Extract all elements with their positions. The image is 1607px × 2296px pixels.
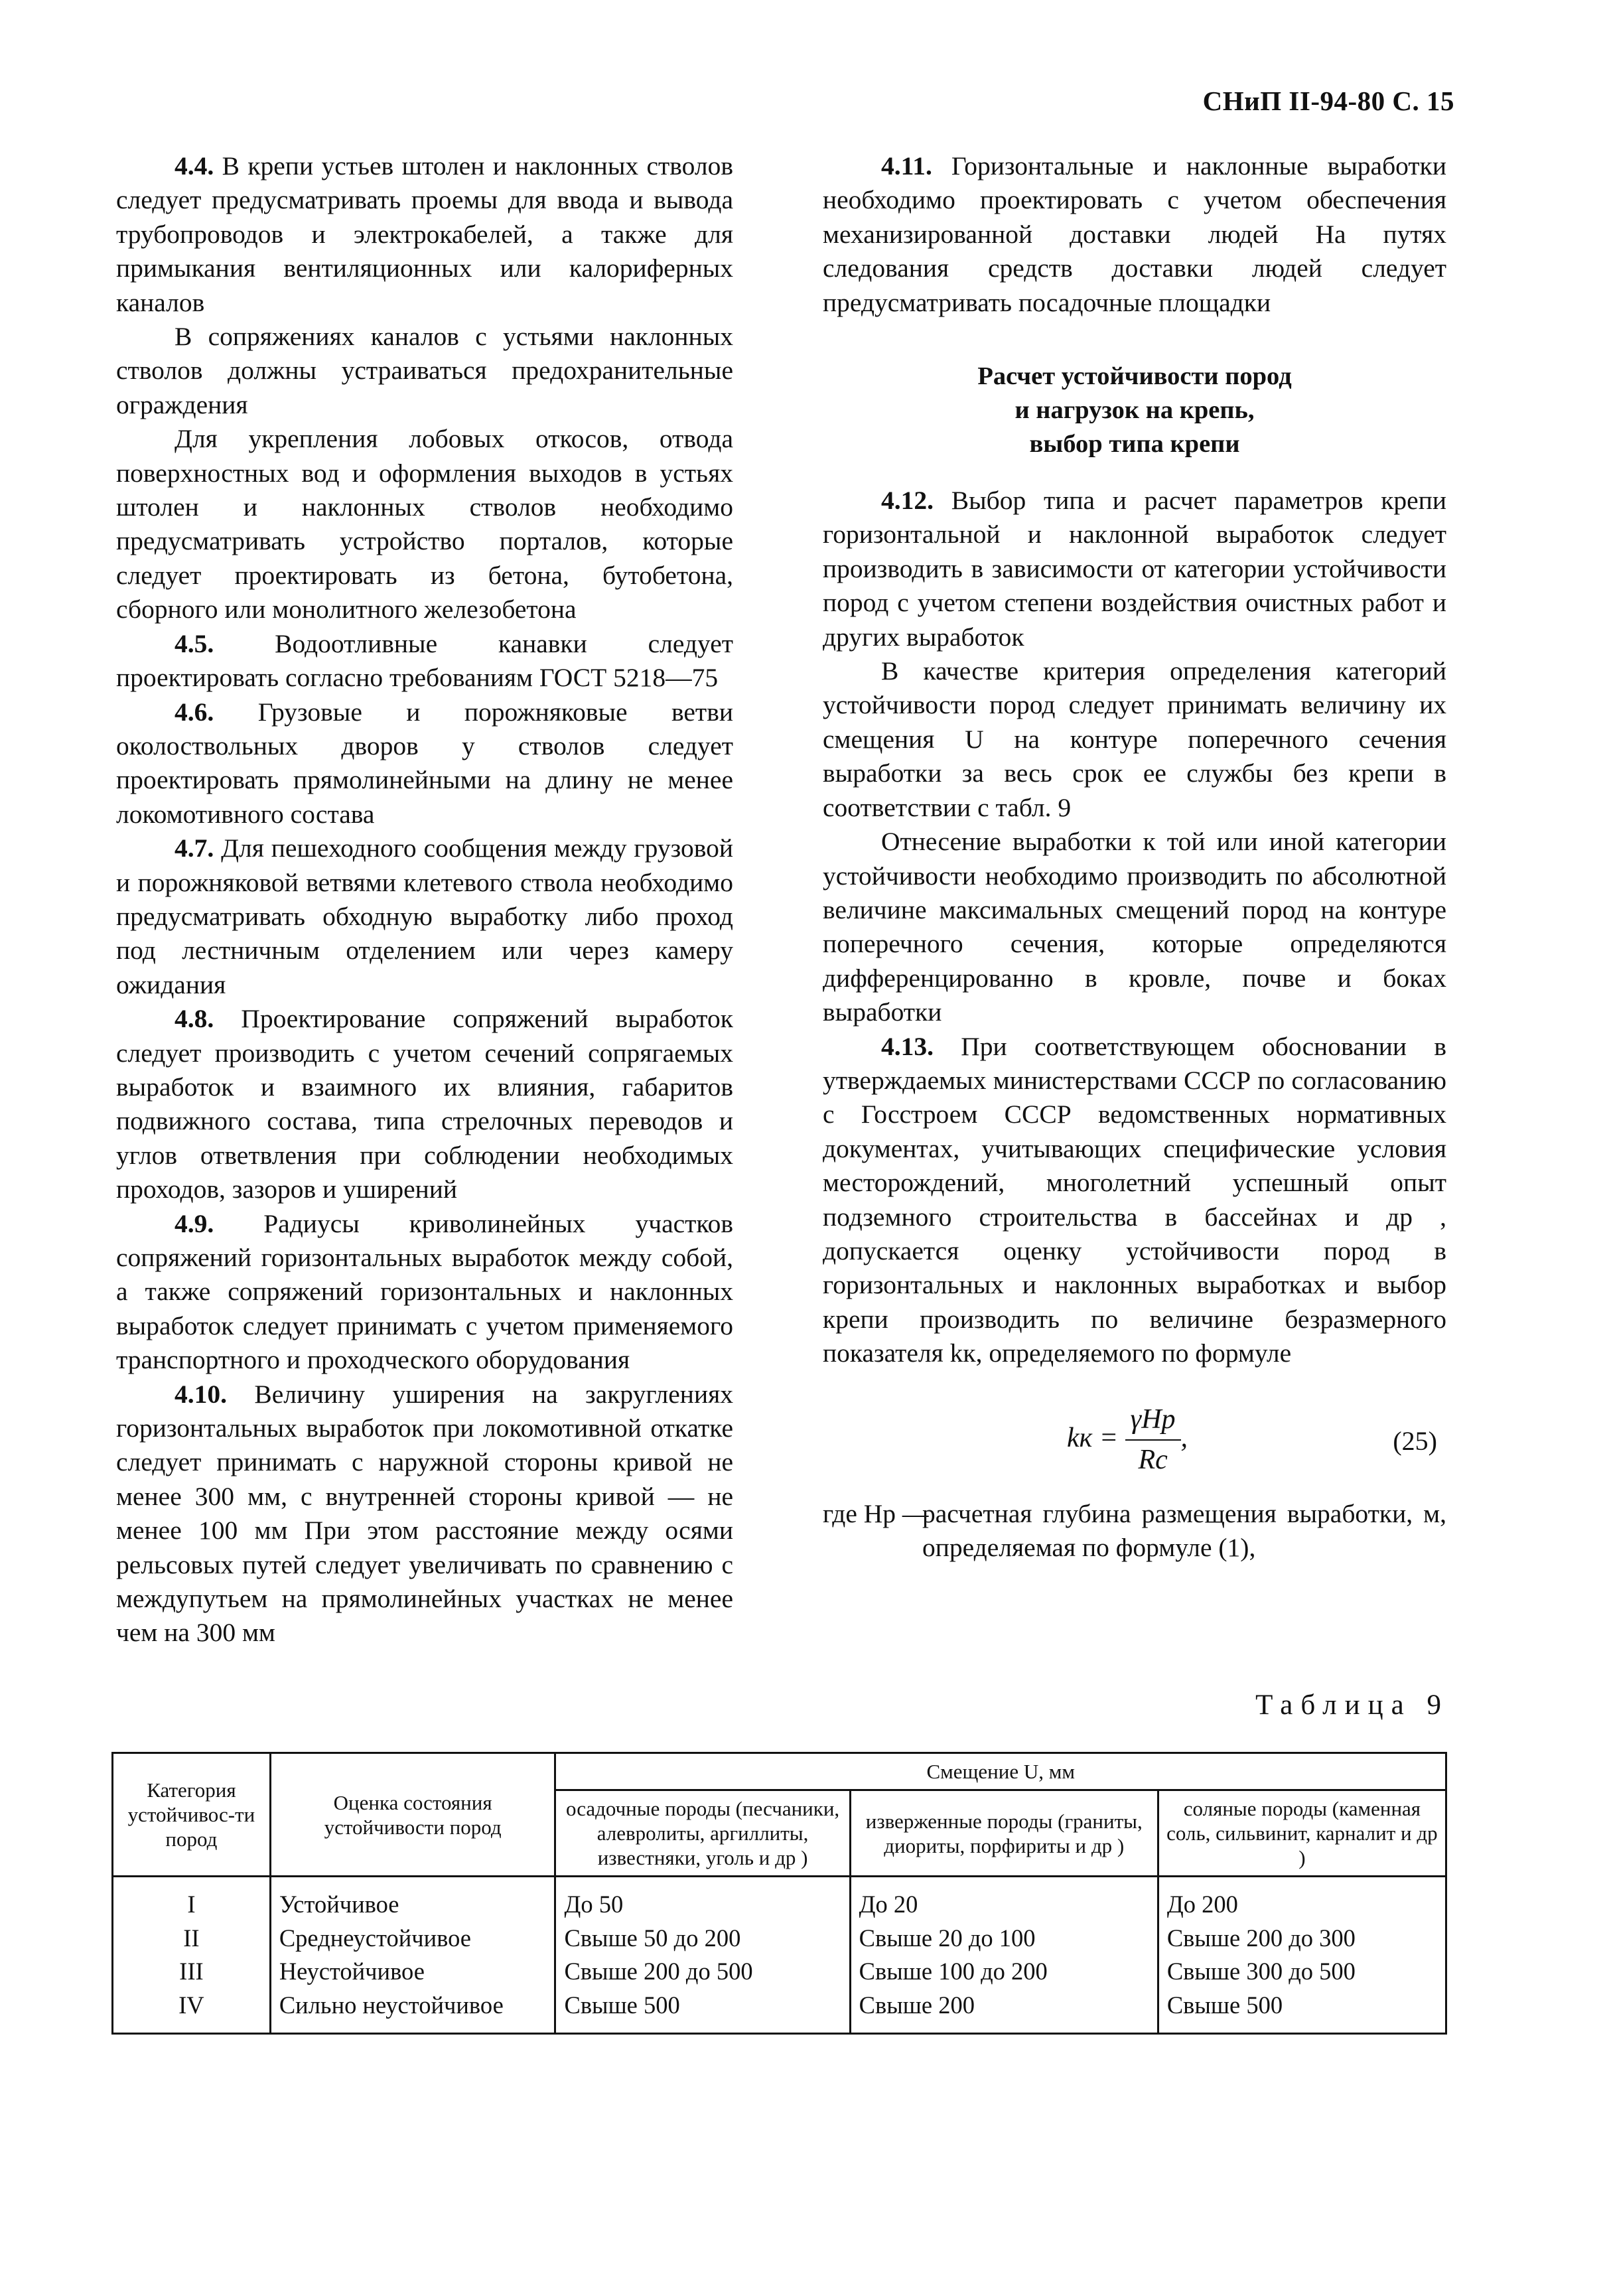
paragraph-4-8: 4.8. Проектирование сопряжений выработок следует производить с учетом сечений сопрягаемых выработок и взаимного их влияния, габаритов подвижного состава, типа стрелочных переводов и углов ответвления при соблюдении необходимых проходов, зазоров и уширений bbox=[116, 1004, 733, 1204]
table-row: IV Сильно неустойчивое Свыше 500 Свыше 200 Свыше 500 bbox=[113, 1989, 1446, 2034]
paragraph-4-12: 4.12. Выбор типа и расчет параметров крепи горизонтальной и наклонной выработок следует производить в зависимости от категории устойчивости пород с учетом степени воздействия очистных работ и других выработок bbox=[823, 486, 1446, 652]
paragraph-4-6: 4.6. Грузовые и порожняковые ветви околоствольных дворов у стволов следует проектировать прямолинейными на длину не менее локомотивного состава bbox=[116, 697, 733, 829]
left-column bbox=[116, 149, 733, 1650]
right-column bbox=[823, 149, 1446, 1565]
table-title: Таблица 9 bbox=[1255, 1689, 1449, 1721]
paragraph-4-12-b: В качестве критерия определения категорий устойчивости пород следует принимать величину их смещения U на контуре поперечного сечения выработки за весь срок ее службы без крепи в соответствии с табл. 9 bbox=[823, 656, 1446, 822]
formula-number: (25) bbox=[1393, 1425, 1437, 1456]
page-header: СНиП II-94-80 С. 15 bbox=[1202, 86, 1454, 116]
header-salt: соляные породы (каменная соль, сильвинит, карналит и др ) bbox=[1158, 1790, 1446, 1877]
paragraph-4-11: 4.11. Горизонтальные и наклонные выработки необходимо проектировать с учетом обеспечения механизированной доставки людей На путях следования средств доставки людей следует предусматривать посадочные площадки bbox=[823, 151, 1446, 317]
paragraph-4-13: 4.13. При соответствующем обосновании в утверждаемых министерствами СССР по согласованию с Госстроем СССР ведомственных нормативных документах, учитывающих специфические условия месторождений, многолетний успешный опыт подземного строительства в бассейнах и др , допускается оценку устойчивости пород в горизонтальных и наклонных выработках и выбор крепи производить по величине безразмерного показателя kк, определяемого по формуле bbox=[823, 1031, 1446, 1368]
formula-25: kк = $\frac{\text{γHр}}{Rс}$ , (25) bbox=[1067, 1403, 1437, 1475]
table-row: I Устойчивое До 50 До 20 До 200 bbox=[113, 1877, 1446, 1922]
header-assessment: Оценка состояния устойчивости пород bbox=[270, 1753, 555, 1877]
paragraph-4-7: 4.7. Для пешеходного сообщения между грузовой и порожняковой ветвями клетевого ствола необходимо предусматривать обходную выработку либо проход под лестничным отделением или через камеру ожидания bbox=[116, 833, 733, 999]
paragraph-4-4: 4.4. В крепи устьев штолен и наклонных стволов следует предусматривать проемы для ввода и вывода трубопроводов и электрокабелей, а также для примыкания вентиляционных или калориферных каналов bbox=[116, 151, 733, 317]
where-clause: где Hр — расчетная глубина размещения выработки, м, определяемая по формуле (1), bbox=[823, 1498, 1446, 1562]
paragraph-4-4-b: В сопряжениях каналов с устьями наклонных стволов должны устраиваться предохранительные ограждения bbox=[116, 322, 733, 419]
table-row: III Неустойчивое Свыше 200 до 500 Свыше 100 до 200 Свыше 300 до 500 bbox=[113, 1955, 1446, 1989]
header-sedimentary: осадочные породы (песчаники, алевролиты, аргиллиты, известняки, уголь и др ) bbox=[555, 1790, 850, 1877]
paragraph-4-5: 4.5. Водоотливные канавки следует проектировать согласно требованиям ГОСТ 5218—75 bbox=[116, 628, 733, 693]
section-heading: Расчет устойчивости пород и нагрузок на крепь, выбор типа крепи bbox=[977, 362, 1292, 459]
header-category: Категория устойчивос-ти пород bbox=[113, 1753, 271, 1877]
paragraph-4-9: 4.9. Радиусы криволинейных участков сопряжений горизонтальных выработок между собой, а также сопряжений горизонтальных и наклонных выработок следует принимать с учетом применяемого транспортного и проходческого оборудования bbox=[116, 1208, 733, 1375]
table-row: II Среднеустойчивое Свыше 50 до 200 Свыше 20 до 100 Свыше 200 до 300 bbox=[113, 1922, 1446, 1956]
header-igneous: изверженные породы (граниты, диориты, порфириты и др ) bbox=[850, 1790, 1158, 1877]
paragraph-4-4-c: Для укрепления лобовых откосов, отвода поверхностных вод и оформления выходов в устьях штолен и наклонных стволов необходимо предусматривать устройство порталов, которые следует проектировать из бетона, бутобетона, сборного или монолитного железобетона bbox=[116, 424, 733, 624]
stability-table bbox=[111, 1752, 1447, 2035]
header-shift: Смещение U, мм bbox=[555, 1753, 1446, 1790]
paragraph-4-10: 4.10. Величину уширения на закруглениях горизонтальных выработок при локомотивной откатке следует принимать с наружной стороны кривой не менее 300 мм, с внутренней стороны кривой — не менее 100 мм При этом расстояние между осями рельсовых путей следует увеличивать по сравнению с междупутьем на прямолинейных участках не менее чем на 300 мм bbox=[116, 1379, 733, 1648]
paragraph-4-12-c: Отнесение выработки к той или иной категории устойчивости необходимо производить по абсолютной величине максимальных смещений пород на контуре поперечного сечения, которые определяются дифференцированно в кровле, почве и боках выработки bbox=[823, 827, 1446, 1027]
